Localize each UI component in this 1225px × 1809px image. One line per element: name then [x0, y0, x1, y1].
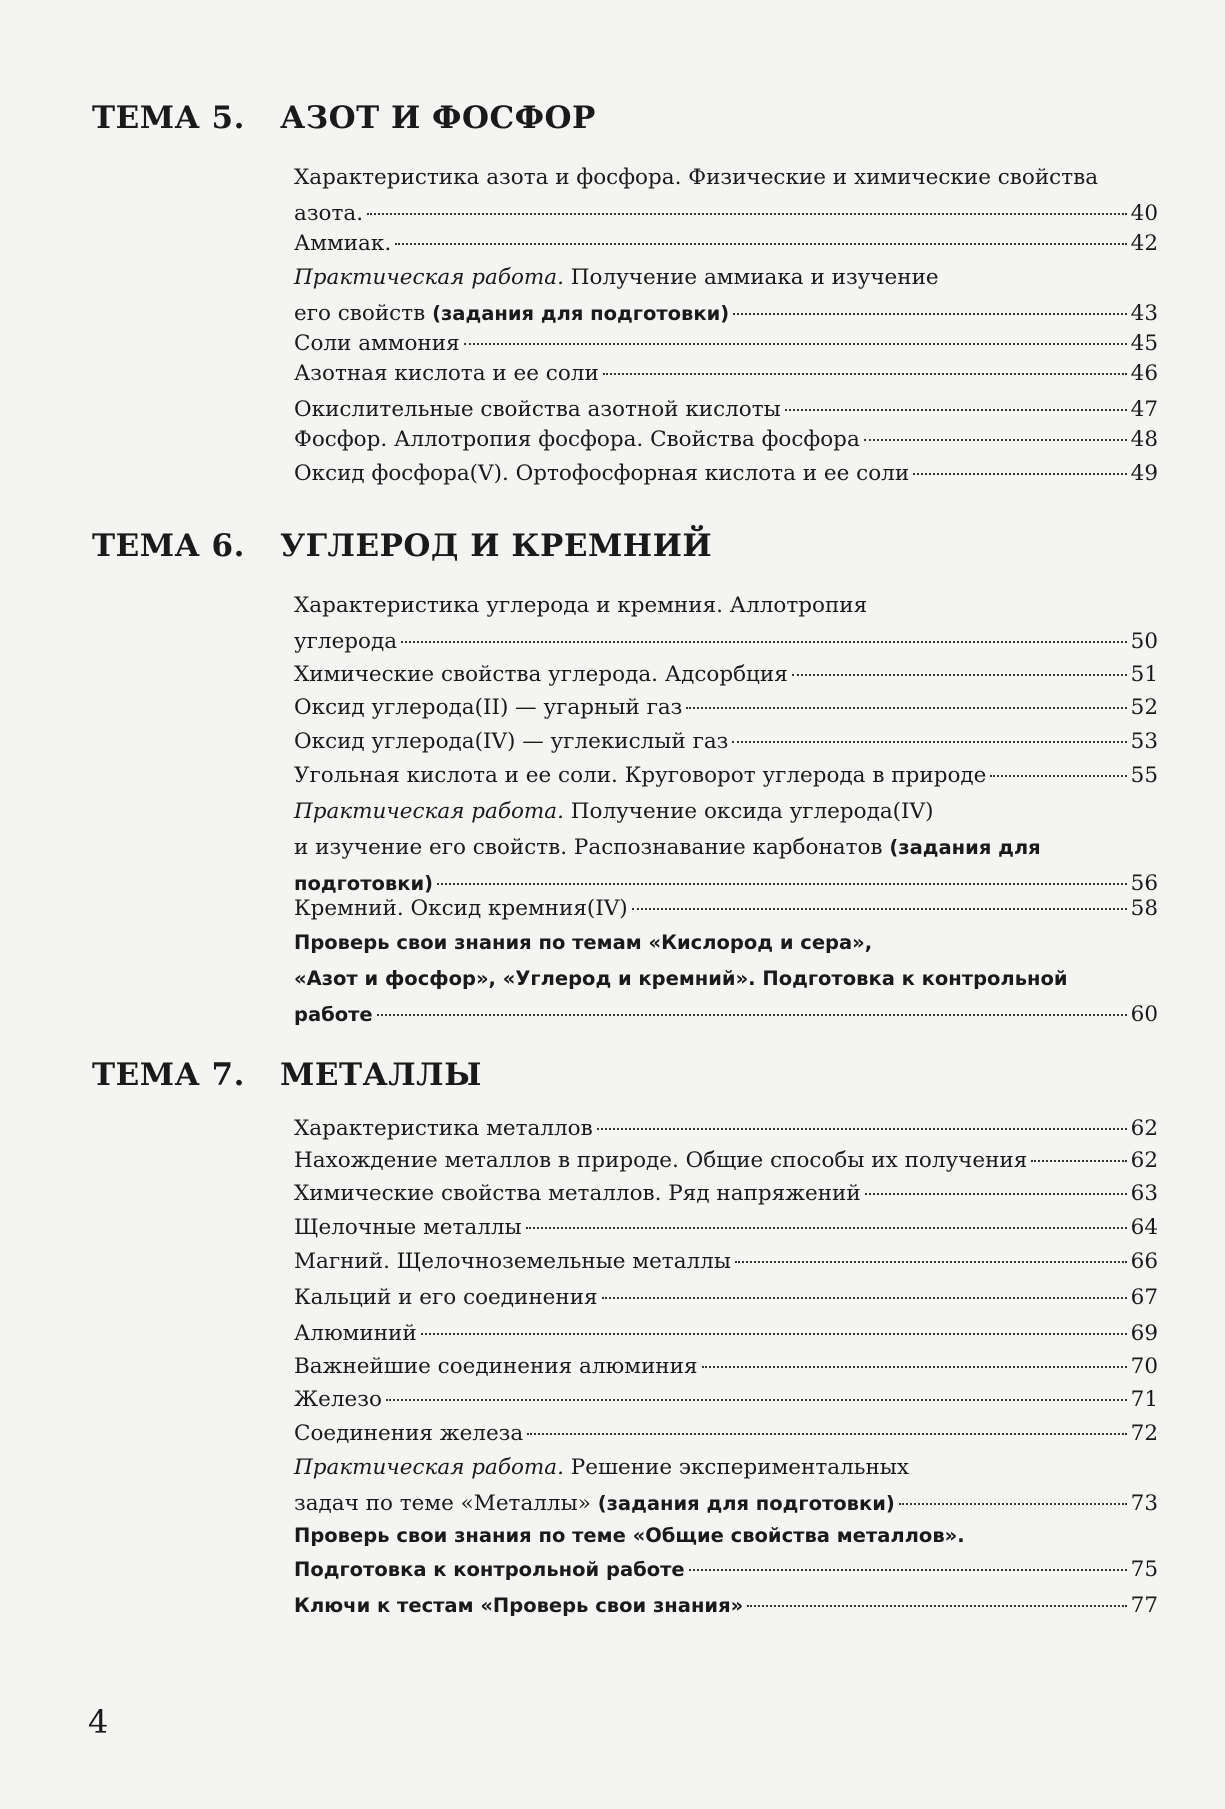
toc-entry[interactable] [294, 1349, 1158, 1385]
toc-entry-text [294, 1244, 731, 1280]
toc-entry-line [294, 226, 1158, 262]
toc-entry-line [294, 624, 1158, 660]
toc-entry-text [294, 1518, 965, 1554]
entry-text: азота. [294, 201, 364, 226]
toc-entry-line [294, 724, 1158, 760]
toc-page-number: 50 [1130, 629, 1158, 654]
dot-leader [702, 1366, 1127, 1368]
toc-page-number: 62 [1130, 1148, 1158, 1173]
toc-entry[interactable] [294, 260, 1158, 332]
toc-entry-text [294, 1111, 593, 1147]
entry-text: Соли аммония [294, 331, 460, 356]
toc-entry-text [294, 1588, 743, 1624]
entry-text: Соединения железа [294, 1421, 524, 1446]
toc-entry-text [294, 724, 728, 760]
italic-label: Практическая работа. [294, 265, 564, 290]
toc-entry-line [294, 1244, 1158, 1280]
toc-page-number: 69 [1130, 1321, 1158, 1346]
entry-text: Кремний. Оксид кремния(IV) [294, 896, 628, 921]
topic-heading [92, 100, 596, 136]
toc-entry[interactable] [294, 226, 1158, 262]
toc-page-number: 64 [1130, 1215, 1158, 1240]
toc-entry-line [294, 690, 1158, 726]
toc-entry-text [294, 456, 909, 492]
toc-page-number: 46 [1130, 361, 1158, 386]
toc-entry-text [294, 891, 628, 927]
entry-text: Характеристика углерода и кремния. Аллотропия [294, 593, 868, 618]
toc-entry-text [294, 588, 867, 624]
dot-leader [526, 1227, 1127, 1229]
toc-entry-text [294, 1280, 598, 1316]
dot-leader [386, 1399, 1127, 1401]
page-number: 4 [88, 1703, 109, 1741]
entry-text: Щелочные металлы [294, 1215, 522, 1240]
entry-text: Аммиак. [294, 231, 392, 256]
toc-entry[interactable] [294, 1111, 1158, 1147]
toc-entry[interactable] [294, 690, 1158, 726]
toc-entry-line [294, 758, 1158, 794]
toc-entry-line [294, 1349, 1158, 1385]
toc-entry-text [294, 1349, 698, 1385]
toc-entry-text [294, 758, 986, 794]
toc-entry-line [294, 1316, 1158, 1352]
bold-text: «Азот и фосфор», «Углерод и кремний». Подготовка к контрольной [294, 967, 1068, 990]
toc-entry[interactable] [294, 1210, 1158, 1246]
entry-text: Характеристика металлов [294, 1116, 593, 1141]
toc-entry-text [294, 226, 391, 262]
toc-entry-text [294, 1552, 685, 1588]
toc-entry-text [294, 1176, 861, 1212]
toc-entry[interactable] [294, 891, 1158, 927]
entry-text: Важнейшие соединения алюминия [294, 1354, 698, 1379]
entry-text: Химические свойства углерода. Адсорбция [294, 662, 788, 687]
toc-entry-line [294, 997, 1158, 1033]
toc-page-number: 71 [1130, 1387, 1158, 1412]
toc-page-number: 47 [1130, 397, 1158, 422]
toc-entry[interactable] [294, 1244, 1158, 1280]
dot-leader [865, 1193, 1127, 1195]
toc-entry-line [294, 1486, 1158, 1522]
toc-entry-text [294, 1416, 523, 1452]
toc-entry[interactable] [294, 1176, 1158, 1212]
entry-text: Оксид углерода(II) — угарный газ [294, 695, 683, 720]
bold-text: Подготовка к контрольной работе [294, 1558, 685, 1581]
topic-title: УГЛЕРОД И КРЕМНИЙ [280, 528, 713, 564]
toc-entry[interactable] [294, 1316, 1158, 1352]
toc-page-number: 43 [1130, 301, 1158, 326]
toc-page-number: 70 [1130, 1354, 1158, 1379]
dot-leader [733, 313, 1126, 315]
topic-number: ТЕМА 7. [92, 1057, 245, 1093]
entry-text: и изучение его свойств. Распознавание карбонатов [294, 835, 890, 860]
toc-page-number: 55 [1130, 763, 1158, 788]
toc-page-number: 42 [1130, 231, 1158, 256]
toc-entry-text [294, 1143, 1027, 1179]
toc-page-number: 73 [1130, 1491, 1158, 1516]
dot-leader [689, 1569, 1127, 1571]
toc-entry-line [294, 160, 1158, 196]
toc-page-number: 77 [1130, 1593, 1158, 1618]
entry-text: Кальций и его соединения [294, 1285, 598, 1310]
toc-entry[interactable] [294, 160, 1158, 232]
toc-page-number: 72 [1130, 1421, 1158, 1446]
toc-entry[interactable] [294, 588, 1158, 660]
dot-leader [401, 641, 1127, 643]
dot-leader [747, 1605, 1126, 1607]
toc-entry[interactable] [294, 1588, 1158, 1624]
toc-page-number: 67 [1130, 1285, 1158, 1310]
toc-entry[interactable] [294, 422, 1158, 458]
entry-text: задач по теме «Металлы» [294, 1491, 598, 1516]
toc-entry-line [294, 657, 1158, 693]
entry-text: Магний. Щелочноземельные металлы [294, 1249, 731, 1274]
dot-leader [899, 1503, 1127, 1505]
dot-leader [735, 1261, 1127, 1263]
bold-text: Проверь свои знания по теме «Общие свойства металлов». [294, 1524, 965, 1547]
entry-text: Характеристика азота и фосфора. Физические и химические свойства [294, 165, 1099, 190]
toc-page-number: 40 [1130, 201, 1158, 226]
dot-leader [367, 213, 1127, 215]
dot-leader [990, 775, 1126, 777]
toc-entry-text [294, 657, 788, 693]
entry-text: Оксид фосфора(V). Ортофосфорная кислота и ее соли [294, 461, 910, 486]
bold-text: (задания для [889, 836, 1041, 859]
toc-entry-line [294, 588, 1158, 624]
toc-entry[interactable] [294, 456, 1158, 492]
toc-entry-line [294, 891, 1158, 927]
topic-number: ТЕМА 6. [92, 528, 245, 564]
toc-entry[interactable] [294, 1280, 1158, 1316]
entry-text: углерода [294, 629, 398, 654]
toc-entry-line [294, 356, 1158, 392]
entry-text: Химические свойства металлов. Ряд напряжений [294, 1181, 861, 1206]
toc-entry[interactable] [294, 794, 1158, 902]
toc-page-number: 52 [1130, 695, 1158, 720]
toc-entry[interactable] [294, 1552, 1158, 1588]
toc-page-number: 60 [1130, 1002, 1158, 1027]
entry-text: Железо [294, 1387, 382, 1412]
toc-page-number: 75 [1130, 1557, 1158, 1582]
toc-page-number: 66 [1130, 1249, 1158, 1274]
entry-text: Алюминий [294, 1321, 417, 1346]
toc-entry-text [294, 422, 860, 458]
toc-entry-line [294, 1588, 1158, 1624]
toc-entry[interactable] [294, 657, 1158, 693]
toc-entry-line [294, 456, 1158, 492]
toc-page-number: 63 [1130, 1181, 1158, 1206]
toc-entry-line [294, 1416, 1158, 1452]
entry-text: Решение экспериментальных [563, 1455, 910, 1480]
toc-entry[interactable] [294, 356, 1158, 392]
toc-entry-line [294, 422, 1158, 458]
toc-entry-text [294, 160, 1098, 196]
toc-page-number: 62 [1130, 1116, 1158, 1141]
toc-page-number: 51 [1130, 662, 1158, 687]
dot-leader [686, 707, 1126, 709]
dot-leader [464, 343, 1127, 345]
bold-text: работе [294, 1003, 373, 1026]
dot-leader [602, 1297, 1127, 1299]
entry-text: Угольная кислота и ее соли. Круговорот углерода в природе [294, 763, 987, 788]
toc-entry-text [294, 624, 397, 660]
toc-page-number: 45 [1130, 331, 1158, 356]
italic-label: Практическая работа. [294, 799, 564, 824]
toc-entry-text [294, 794, 933, 830]
toc-entry-text [294, 1486, 895, 1522]
bold-text: Проверь свои знания по темам «Кислород и сера», [294, 931, 873, 954]
toc-entry[interactable] [294, 1143, 1158, 1179]
toc-entry-line [294, 961, 1158, 997]
topic-title: МЕТАЛЛЫ [280, 1057, 482, 1093]
topic-heading [92, 528, 712, 564]
topic-heading [92, 1057, 482, 1093]
entry-text: Нахождение металлов в природе. Общие способы их получения [294, 1148, 1028, 1173]
dot-leader [421, 1333, 1127, 1335]
toc-entry[interactable] [294, 1382, 1158, 1418]
toc-entry-line [294, 925, 1158, 961]
dot-leader [603, 373, 1127, 375]
toc-entry-text [294, 1210, 522, 1246]
toc-entry[interactable] [294, 1416, 1158, 1452]
entry-text: Оксид углерода(IV) — углекислый газ [294, 729, 729, 754]
toc-entry-line [294, 1143, 1158, 1179]
toc-entry-line [294, 1111, 1158, 1147]
entry-text: его свойств [294, 301, 433, 326]
toc-page-number: 58 [1130, 896, 1158, 921]
dot-leader [1031, 1160, 1126, 1162]
dot-leader [632, 908, 1127, 910]
toc-entry-text [294, 830, 1041, 866]
dot-leader [597, 1128, 1127, 1130]
toc-entry[interactable] [294, 1518, 1158, 1554]
entry-text: Азотная кислота и ее соли [294, 361, 599, 386]
toc-entry-text [294, 961, 1068, 997]
toc-entry-line [294, 1210, 1158, 1246]
bold-text: Ключи к тестам «Проверь свои знания» [294, 1594, 744, 1617]
toc-entry-line [294, 1280, 1158, 1316]
toc-entry-text [294, 356, 599, 392]
topic-title: АЗОТ И ФОСФОР [280, 100, 596, 136]
dot-leader [437, 883, 1127, 885]
toc-entry-text [294, 997, 373, 1033]
dot-leader [792, 674, 1127, 676]
bold-text: (задания для подготовки) [432, 302, 730, 325]
toc-entry[interactable] [294, 724, 1158, 760]
toc-page-number: 56 [1130, 871, 1158, 896]
dot-leader [395, 243, 1126, 245]
topic-number: ТЕМА 5. [92, 100, 245, 136]
dot-leader [732, 741, 1126, 743]
dot-leader [864, 439, 1127, 441]
toc-entry-line [294, 1552, 1158, 1588]
toc-page-number: 53 [1130, 729, 1158, 754]
bold-text: подготовки) [294, 872, 434, 895]
toc-page-number: 49 [1130, 461, 1158, 486]
entry-text: Получение оксида углерода(IV) [563, 799, 934, 824]
toc-entry-text [294, 690, 682, 726]
toc-entry[interactable] [294, 925, 1158, 1033]
toc-entry-line [294, 1176, 1158, 1212]
entry-text: Окислительные свойства азотной кислоты [294, 397, 781, 422]
entry-text: Фосфор. Аллотропия фосфора. Свойства фосфора [294, 427, 860, 452]
toc-entry[interactable] [294, 758, 1158, 794]
dot-leader [527, 1433, 1126, 1435]
toc-entry-text [294, 1382, 382, 1418]
dot-leader [913, 473, 1126, 475]
toc-entry-line [294, 794, 1158, 830]
entry-text: Получение аммиака и изучение [563, 265, 939, 290]
toc-entry-line [294, 1518, 1158, 1554]
toc-entry-text [294, 925, 872, 961]
dot-leader [377, 1014, 1127, 1016]
italic-label: Практическая работа. [294, 1455, 564, 1480]
toc-entry[interactable] [294, 1450, 1158, 1522]
bold-text: (задания для подготовки) [597, 1492, 895, 1515]
toc-entry-line [294, 830, 1158, 866]
toc-entry-text [294, 260, 939, 296]
toc-entry-text [294, 1450, 909, 1486]
toc-page-number: 48 [1130, 427, 1158, 452]
toc-entry-line [294, 1450, 1158, 1486]
dot-leader [785, 409, 1127, 411]
toc-entry-text [294, 1316, 417, 1352]
toc-entry-line [294, 260, 1158, 296]
toc-entry-line [294, 1382, 1158, 1418]
